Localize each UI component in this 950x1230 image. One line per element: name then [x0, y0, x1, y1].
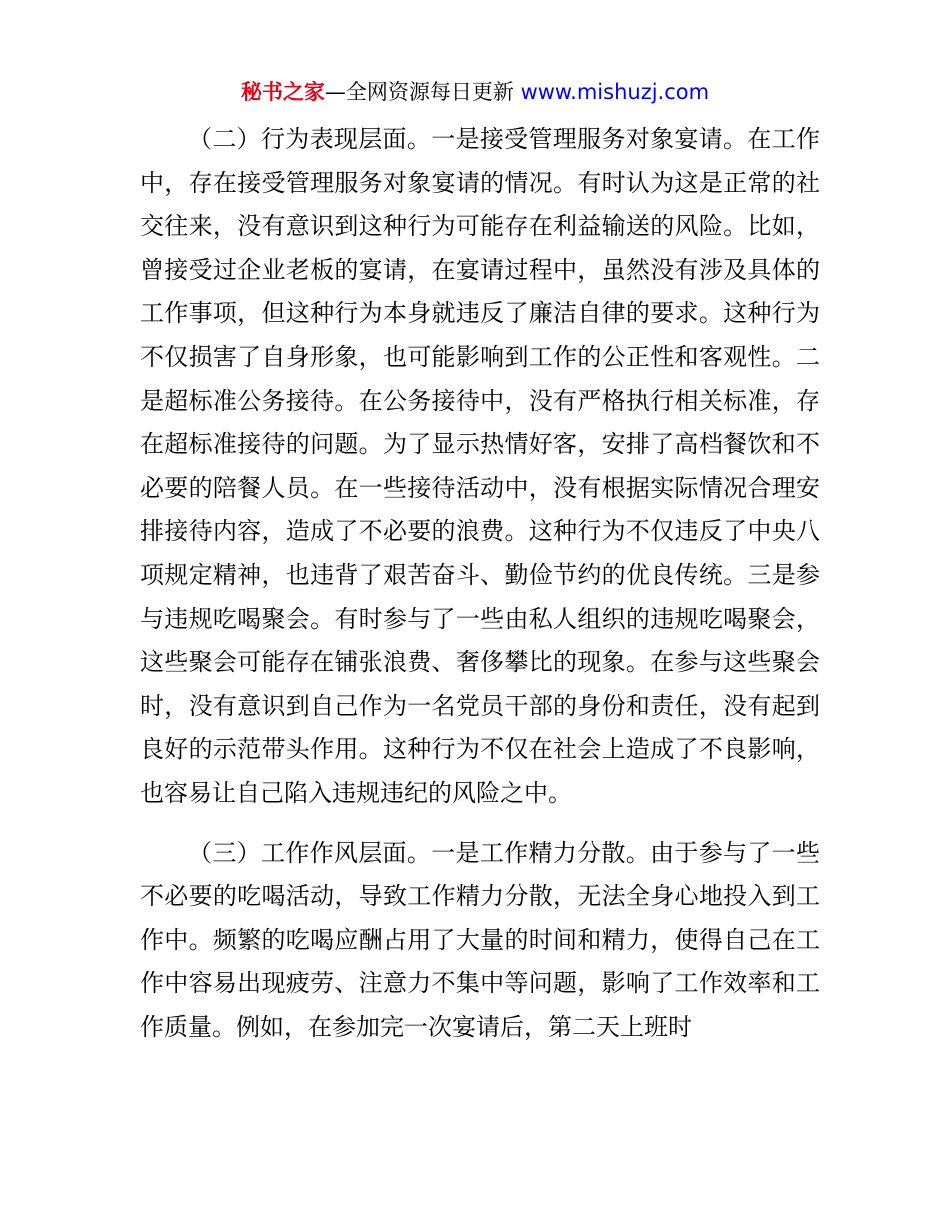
- document-body: [140, 118, 820, 1049]
- site-header: [0, 76, 950, 108]
- paragraph-work-style: （三）工作作风层面。一是工作精力分散。由于参与了一些不必要的吃喝活动，导致工作精力分散，无法全身心地投入到工作中。频繁的吃喝应酬占用了大量的时间和精力，使得自己在工作中容易出现疲劳、注意力不集中等问题，影响了工作效率和工作质量。例如，在参加完一次宴请后，第二天上班时: [140, 838, 820, 1041]
- site-url-link[interactable]: www.mishuzj.com: [520, 80, 710, 104]
- paragraph-behavior: （二）行为表现层面。一是接受管理服务对象宴请。在工作中，存在接受管理服务对象宴请的情况。有时认为这是正常的社交往来，没有意识到这种行为可能存在利益输送的风险。比如，曾接受过企业老板的宴请，在宴请过程中，虽然没有涉及具体的工作事项，但这种行为本身就违反了廉洁自律的要求。这种行为不仅损害了自身形象，也可能影响到工作的公正性和客观性。二是超标准公务接待。在公务接待中，没有严格执行相关标准，存在超标准接待的问题。为了显示热情好客，安排了高档餐饮和不必要的陪餐人员。在一些接待活动中，没有根据实际情况合理安排接待内容，造成了不必要的浪费。这种行为不仅违反了中央八项规定精神，也违背了艰苦奋斗、勤俭节约的优良传统。三是参与违规吃喝聚会。有时参与了一些由私人组织的违规吃喝聚会，这些聚会可能存在铺张浪费、奢侈攀比的现象。在参与这些聚会时，没有意识到自己作为一名党员干部的身份和责任，没有起到良好的示范带头作用。这种行为不仅在社会上造成了不良影响，也容易让自己陷入违规违纪的风险之中。: [140, 125, 820, 807]
- site-tagline: —全网资源每日更新: [324, 80, 521, 104]
- site-brand: 秘书之家: [240, 80, 325, 104]
